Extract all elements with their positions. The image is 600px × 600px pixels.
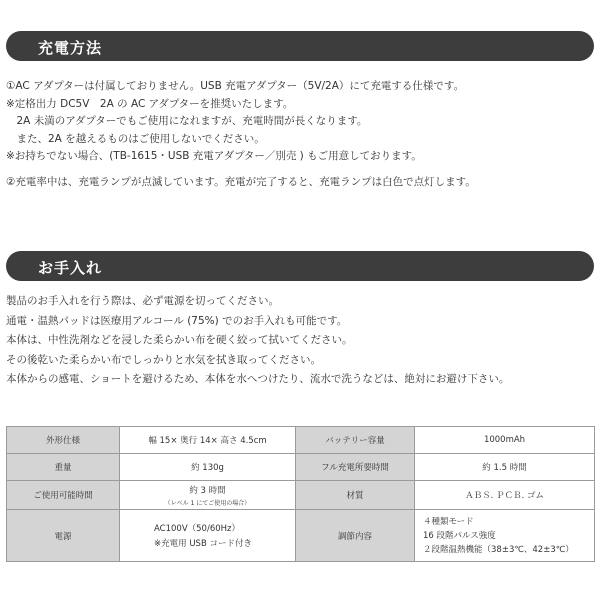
charging-section-title: 充電方法	[38, 39, 103, 57]
table-row	[7, 510, 595, 562]
spec-value-weight: 約 130g	[120, 454, 296, 481]
spec-value-power-2: ※充電用 USB コード付き	[154, 539, 252, 549]
care-instructions	[6, 292, 509, 390]
care-section-title: お手入れ	[38, 259, 103, 277]
spec-label-weight: 重量	[7, 454, 120, 481]
charging-lamp-note: ②充電率中は、充電ランプが点滅しています。充電が完了すると、充電ランプは白色で点灯します。	[6, 176, 476, 188]
spec-value-material: ＡＢＳ. ＰＣＢ. ゴム	[415, 481, 595, 510]
spec-label-power: 電源	[7, 510, 120, 562]
spec-label-charge-time: フル充電所要時間	[296, 454, 415, 481]
spec-value-usage-time: 約 3 時間	[189, 485, 226, 496]
charging-section-header	[6, 31, 594, 61]
spec-cell-adjust	[415, 510, 595, 562]
charging-line: また、2A を越えるものはご使用しないでください。	[6, 132, 265, 145]
table-row	[7, 454, 595, 481]
care-line: 通電・温熱パッドは医療用アルコール (75%) でのお手入れも可能です。	[6, 314, 348, 327]
care-line: 製品のお手入れを行う際は、必ず電源を切ってください。	[6, 295, 279, 307]
specs-table	[6, 426, 595, 562]
charging-lamp-note-block	[6, 174, 476, 192]
table-row	[7, 481, 595, 510]
spec-value-charge-time: 約 1.5 時間	[415, 454, 595, 481]
spec-label-size: 外形仕様	[7, 427, 120, 454]
charging-line: 2A 未満のアダプターでもご使用になれますが、充電時間が長くなります。	[6, 115, 368, 127]
spec-value-battery: 1000mAh	[415, 427, 595, 454]
spec-value-adjust-2: 16 段階パルス強度	[423, 530, 496, 541]
care-line: その後乾いた柔らかい布でしっかりと水気を拭き取ってください。	[6, 353, 321, 366]
charging-line: ①AC アダプターは付属しておりません。USB 充電アダプター（5V/2A）にて充電する仕様です。	[6, 80, 465, 92]
care-section-header	[6, 251, 594, 281]
spec-value-power-1: AC100V（50/60Hz）	[154, 524, 240, 534]
charging-instructions	[6, 78, 464, 166]
spec-value-size: 幅 15× 奥行 14× 高さ 4.5cm	[120, 427, 296, 454]
spec-value-adjust-3: ２段階温熱機能（38±3℃、42±3℃）	[423, 544, 574, 555]
table-row	[7, 427, 595, 454]
charging-line: ※お持ちでない場合、(TB-1615・USB 充電アダプター／別売 ) もご用意しております。	[6, 150, 422, 162]
spec-note-usage-time: （レベル 1 にてご使用の場合）	[164, 499, 251, 507]
care-line: 本体は、中性洗剤などを浸した柔らかい布を硬く絞って拭いてください。	[6, 334, 353, 346]
spec-label-material: 材質	[296, 481, 415, 510]
spec-cell-usage-time	[120, 481, 296, 510]
spec-cell-power	[120, 510, 296, 562]
spec-label-battery: バッテリー容量	[296, 427, 415, 454]
spec-label-usage-time: ご使用可能時間	[7, 481, 120, 510]
care-line: 本体からの感電、ショートを避けるため、本体を水へつけたり、流水で洗うなどは、絶対にお避け下さい。	[6, 373, 510, 385]
charging-line: ※定格出力 DC5V 2A の AC アダプターを推奨いたします。	[6, 97, 294, 110]
spec-value-adjust-1: ４種類モード	[423, 516, 474, 527]
spec-label-adjust: 調節内容	[296, 510, 415, 562]
